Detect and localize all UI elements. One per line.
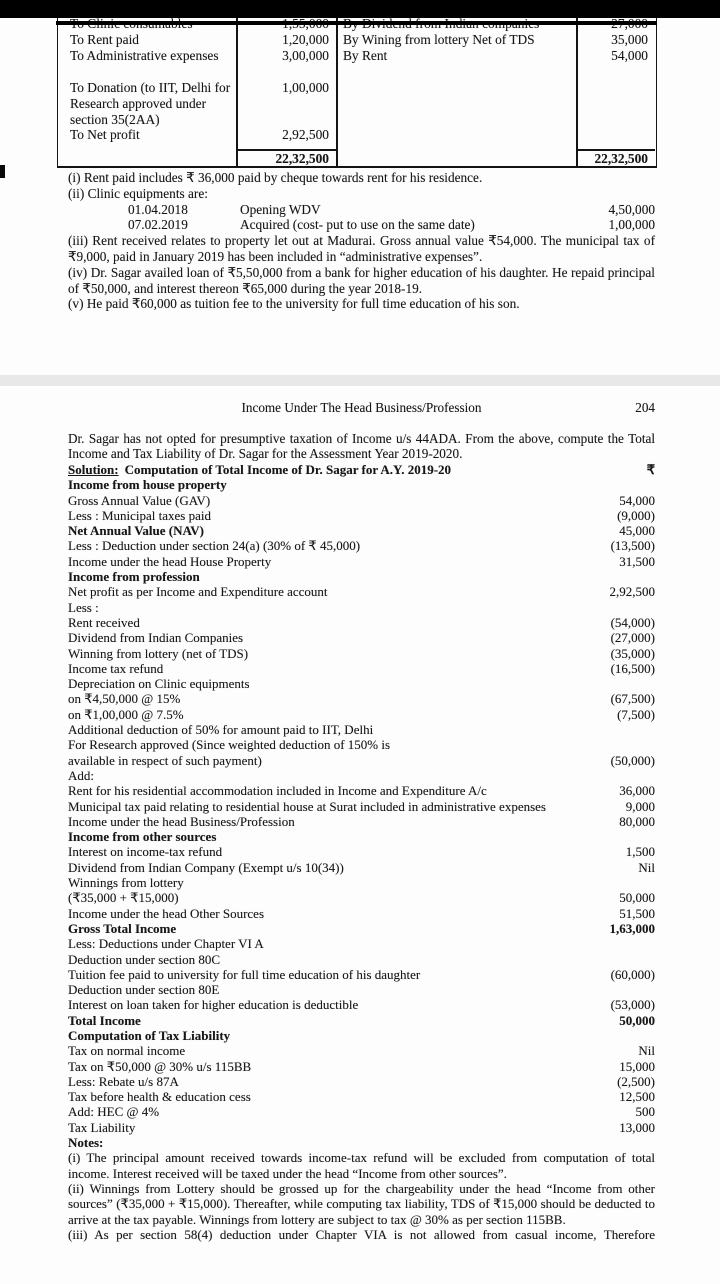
table-row <box>58 80 655 96</box>
computation-line <box>68 1120 655 1135</box>
line-label: Net profit as per Income and Expenditure account <box>68 584 328 600</box>
line-label: Net Annual Value (NAV) <box>68 523 204 539</box>
line-amount: 9,000 <box>625 798 655 814</box>
debit-amount <box>236 96 336 112</box>
computation-line <box>68 737 655 752</box>
debit-amount: 1,00,000 <box>282 80 329 95</box>
computation-line <box>68 584 655 599</box>
line-label: Deduction under section 80C <box>68 951 220 967</box>
line-label: (₹35,000 + ₹15,000) <box>68 890 179 906</box>
question-paragraph: Dr. Sagar has not opted for presumptive taxation of Income u/s 44ADA. From the above, compute the Total Income and Tax Liability of Dr. Sagar for the Assessment Year 2019-2020. <box>68 431 655 462</box>
computation-line <box>68 707 655 722</box>
debit-particulars: To Net profit <box>70 127 140 142</box>
solution-note-paragraph: (ii) Winnings from Lottery should be grossed up for the chargeability under the head “Income from other sources” (₹35,000 + ₹15,000). Thereafter, while computing tax liability, TDS of ₹15,000 should be deducted to arrive at the tax payable. Winnings from lottery are subject to tax @ 30% as per section 115BB. <box>68 1180 655 1227</box>
line-amount: (13,500) <box>610 538 655 554</box>
line-label: Additional deduction of 50% for amount paid to IIT, Delhi <box>68 722 374 738</box>
credit-particulars: By Wining from lottery Net of TDS <box>343 32 535 47</box>
computation-line <box>68 554 655 569</box>
solution-notes <box>68 1150 655 1242</box>
line-amount: 80,000 <box>619 813 655 829</box>
computation-line <box>68 936 655 951</box>
credit-particulars <box>336 96 576 112</box>
line-label: Dividend from Indian Companies <box>68 630 244 646</box>
debit-particulars <box>58 64 236 80</box>
solution-section <box>68 462 655 1242</box>
debit-particulars: Research approved under <box>70 96 207 111</box>
debit-particulars: section 35(2AA) <box>70 112 160 127</box>
line-label: Deduction under section 80E <box>68 982 220 998</box>
computation-line <box>68 768 655 783</box>
line-label: Less : Deduction under section 24(a) (30% of ₹ 45,000) <box>68 538 361 554</box>
debit-particulars: To Donation (to IIT, Delhi for <box>70 80 231 95</box>
table-row <box>58 64 655 80</box>
line-label: Tax before health & education cess <box>68 1089 251 1105</box>
line-amount: 13,000 <box>619 1119 655 1135</box>
credit-amount: 54,000 <box>611 48 648 63</box>
line-label: Less : <box>68 599 99 615</box>
table-row <box>58 32 655 48</box>
line-label: Depreciation on Clinic equipments <box>68 676 250 692</box>
computation-line <box>68 600 655 615</box>
credit-particulars: By Rent <box>343 48 388 63</box>
computation-line <box>68 799 655 814</box>
computation-line <box>68 1028 655 1043</box>
line-amount: 2,92,500 <box>609 584 655 600</box>
equipment-date: 01.04.2018 <box>128 201 188 217</box>
income-expenditure-table <box>57 0 657 168</box>
solution-heading <box>68 462 655 477</box>
note-paragraph: (iv) Dr. Sagar availed loan of ₹5,50,000 from a bank for higher education of his daughter. He repaid principal of ₹50,000, and interest thereon ₹65,000 during the year 2018-19. <box>68 264 655 296</box>
note-paragraph: (v) He paid ₹60,000 as tuition fee to the university for full time education of his son. <box>68 296 520 312</box>
debit-amount <box>236 112 336 128</box>
line-label: available in respect of such payment) <box>68 752 262 768</box>
line-amount: (67,500) <box>610 691 655 707</box>
table-row <box>58 48 655 64</box>
line-amount: (2,500) <box>617 1073 655 1089</box>
solution-label: Solution: <box>68 462 119 477</box>
computation-line <box>68 1013 655 1028</box>
computation-line <box>68 1074 655 1089</box>
line-amount: (35,000) <box>610 645 655 661</box>
debit-total: 22,32,500 <box>275 151 329 166</box>
line-amount: 36,000 <box>619 783 655 799</box>
table-row <box>58 112 655 128</box>
computation-line <box>68 630 655 645</box>
equipment-row <box>68 217 655 233</box>
line-label: Gross Annual Value (GAV) <box>68 492 211 508</box>
line-label: Tax on ₹50,000 @ 30% u/s 115BB <box>68 1058 252 1074</box>
credit-amount <box>576 80 655 96</box>
line-label: Tax on normal income <box>68 1043 186 1059</box>
solution-note-paragraph: (i) The principal amount received towards income-tax refund will be excluded from computation of total income. Interest received will be taxed under the head “Income from other sources”. <box>68 1150 655 1181</box>
line-amount: 45,000 <box>619 523 655 539</box>
debit-amount: 3,00,000 <box>282 48 329 63</box>
line-amount: 1,63,000 <box>609 920 655 936</box>
line-label: Interest on loan taken for higher education is deductible <box>68 997 359 1013</box>
solution-title: Computation of Total Income of Dr. Sagar for A.Y. 2019-20 <box>124 462 452 477</box>
line-amount: 54,000 <box>619 492 655 508</box>
computation-line <box>68 1043 655 1058</box>
computation-line <box>68 722 655 737</box>
credit-amount: 35,000 <box>611 32 648 47</box>
computation-line <box>68 814 655 829</box>
note-paragraph: (i) Rent paid includes ₹ 36,000 paid by cheque towards rent for his residence. <box>68 170 483 185</box>
line-amount: (16,500) <box>610 660 655 676</box>
credit-amount <box>576 127 655 143</box>
line-label: Less: Deductions under Chapter VI A <box>68 936 264 952</box>
line-amount: (53,000) <box>610 997 655 1013</box>
computation-line <box>68 508 655 523</box>
scan-edge-artifact <box>0 165 5 178</box>
line-amount: 12,500 <box>619 1089 655 1105</box>
computation-line <box>68 538 655 553</box>
page-separator-band <box>0 375 720 386</box>
line-amount: 51,500 <box>619 905 655 921</box>
credit-particulars <box>336 112 576 128</box>
line-label: Income under the head Business/Profession <box>68 813 295 829</box>
debit-amount: 2,92,500 <box>282 127 329 142</box>
line-label: Add: <box>68 767 94 783</box>
line-amount: (7,500) <box>617 706 655 722</box>
computation-line <box>68 691 655 706</box>
computation-line <box>68 860 655 875</box>
computation-line <box>68 982 655 997</box>
line-label: Income under the head House Property <box>68 553 272 569</box>
page-number: 204 <box>635 400 655 415</box>
line-label: on ₹1,00,000 @ 7.5% <box>68 706 184 722</box>
line-label: Gross Total Income <box>68 920 177 936</box>
line-amount: 50,000 <box>619 890 655 906</box>
line-amount: Nil <box>638 1043 655 1059</box>
debit-amount <box>236 64 336 80</box>
line-label: Add: HEC @ 4% <box>68 1104 160 1120</box>
computation-line <box>68 661 655 676</box>
equipment-description: Opening WDV <box>240 201 321 217</box>
line-amount: 50,000 <box>619 1012 655 1028</box>
computation-line <box>68 646 655 661</box>
line-label: Rent received <box>68 614 140 630</box>
line-amount: (27,000) <box>610 630 655 646</box>
problem-notes <box>68 170 655 312</box>
note-paragraph: (iii) Rent received relates to property let out at Madurai. Gross annual value ₹54,000. The municipal tax of ₹9,000, paid in January 2019 has been included in “administrative expenses”. <box>68 233 655 264</box>
computation-line <box>68 997 655 1012</box>
line-amount: 15,000 <box>619 1058 655 1074</box>
scan-strike-line <box>56 21 657 25</box>
line-label: Income from house property <box>68 477 227 493</box>
computation-line <box>68 493 655 508</box>
computation-line <box>68 523 655 538</box>
line-label: Income from other sources <box>68 829 217 845</box>
debit-particulars: To Rent paid <box>70 32 139 47</box>
computation-line <box>68 753 655 768</box>
solution-note-paragraph: (iii) As per section 58(4) deduction under Chapter VIA is not allowed from casual income, Therefore <box>68 1226 655 1242</box>
computation-line <box>68 921 655 936</box>
line-label: Tax Liability <box>68 1119 136 1135</box>
line-label: on ₹4,50,000 @ 15% <box>68 691 181 707</box>
notes-heading: Notes: <box>68 1135 104 1151</box>
table-row <box>58 96 655 112</box>
line-label: Rent for his residential accommodation included in Income and Expenditure A/c <box>68 783 487 799</box>
computation-line <box>68 783 655 798</box>
rupee-symbol: ₹ <box>646 462 655 477</box>
computation-line <box>68 676 655 691</box>
equipment-date: 07.02.2019 <box>128 217 188 233</box>
computation-line <box>68 967 655 982</box>
equipment-amount: 1,00,000 <box>608 217 655 233</box>
line-label: Income tax refund <box>68 660 164 676</box>
computation-lines <box>68 477 655 1135</box>
computation-line <box>68 1059 655 1074</box>
line-amount: (50,000) <box>610 752 655 768</box>
line-label: Tuition fee paid to university for full time education of his daughter <box>68 966 421 982</box>
line-amount: 1,500 <box>625 844 655 860</box>
line-label: Income under the head Other Sources <box>68 905 265 921</box>
equipment-row <box>68 202 655 218</box>
computation-line <box>68 1104 655 1119</box>
line-label: Less : Municipal taxes paid <box>68 507 211 523</box>
computation-line <box>68 1089 655 1104</box>
computation-line <box>68 829 655 844</box>
computation-line <box>68 844 655 859</box>
credit-particulars <box>336 127 576 143</box>
line-amount: (9,000) <box>617 507 655 523</box>
computation-line <box>68 952 655 967</box>
line-label: Less: Rebate u/s 87A <box>68 1073 179 1089</box>
computation-line <box>68 615 655 630</box>
line-amount: (54,000) <box>610 614 655 630</box>
credit-particulars <box>336 64 576 80</box>
equipment-description: Acquired (cost- put to use on the same date) <box>240 217 475 233</box>
scan-blackout-bar <box>0 0 720 18</box>
equipment-amount: 4,50,000 <box>608 201 655 217</box>
line-label: Income from profession <box>68 569 200 585</box>
line-label: Municipal tax paid relating to residential house at Surat included in administrative expenses <box>68 798 546 814</box>
line-label: Winning from lottery (net of TDS) <box>68 645 249 661</box>
line-label: Interest on income-tax refund <box>68 844 223 860</box>
note-paragraph: (ii) Clinic equipments are: <box>68 185 208 201</box>
debit-amount: 1,20,000 <box>282 32 329 47</box>
credit-amount <box>576 96 655 112</box>
line-label: Dividend from Indian Company (Exempt u/s 10(34)) <box>68 859 344 875</box>
table-total-row <box>58 151 655 167</box>
chapter-title: Income Under The Head Business/Profession <box>241 400 482 415</box>
running-header <box>68 400 655 415</box>
computation-line <box>68 890 655 905</box>
line-label: Winnings from lottery <box>68 875 184 891</box>
computation-line <box>68 569 655 584</box>
computation-line <box>68 906 655 921</box>
credit-particulars <box>336 80 576 96</box>
credit-amount <box>576 112 655 128</box>
credit-total: 22,32,500 <box>594 151 648 166</box>
line-label: For Research approved (Since weighted deduction of 150% is <box>68 737 391 753</box>
line-amount: Nil <box>638 859 655 875</box>
computation-line <box>68 477 655 492</box>
line-label: Total Income <box>68 1012 141 1028</box>
line-label: Computation of Tax Liability <box>68 1027 231 1043</box>
credit-amount <box>576 64 655 80</box>
debit-particulars: To Administrative expenses <box>70 48 219 63</box>
table-row <box>58 127 655 143</box>
line-amount: 31,500 <box>619 553 655 569</box>
line-amount: (60,000) <box>610 966 655 982</box>
line-amount: 500 <box>635 1104 655 1120</box>
computation-line <box>68 875 655 890</box>
